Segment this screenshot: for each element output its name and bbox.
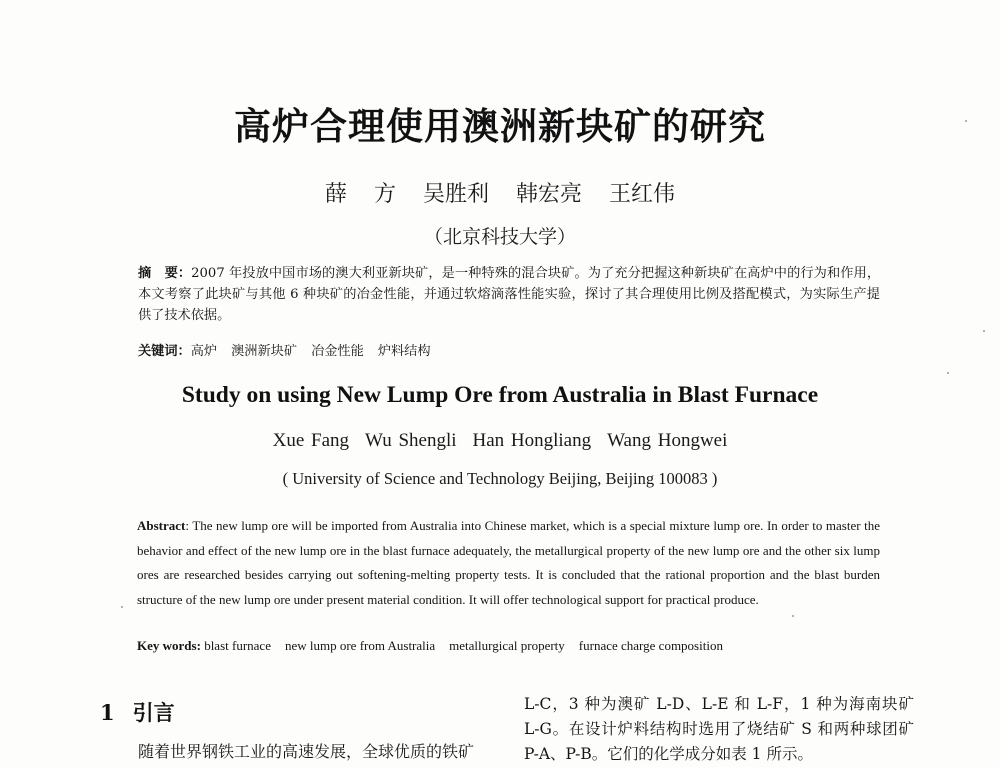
author-list-zh xyxy=(0,177,1000,208)
author-zh: 王红伟 xyxy=(609,182,676,207)
author-zh: 薛 方 xyxy=(324,182,396,207)
scan-speck xyxy=(965,120,967,122)
body-column-right: L-C，3 种为澳矿 L-D、L-E 和 L-F，1 种为海南块矿 L-G。在设计炉料结构时选用了烧结矿 S 和两种球团矿 P-A、P-B。它们的化学成分如表 1 所示。 xyxy=(524,695,914,763)
scan-speck xyxy=(792,615,794,617)
keyword-en: furnace charge composition xyxy=(578,638,723,653)
body-column-left: 随着世界钢铁工业的高速发展，全球优质的铁矿 xyxy=(138,742,475,761)
scan-speck xyxy=(121,606,123,608)
keywords-en xyxy=(137,638,880,654)
keyword-zh: 澳洲新块矿 xyxy=(231,344,298,359)
abstract-separator-en: : xyxy=(185,518,193,533)
section-heading xyxy=(100,697,175,727)
affiliation-en: ( University of Science and Technology Beijing, Beijing 100083 ) xyxy=(282,469,718,488)
paper-title-zh: 高炉合理使用澳洲新块矿的研究 xyxy=(234,104,766,148)
keyword-zh: 高炉 xyxy=(190,344,218,359)
abstract-en xyxy=(137,514,880,612)
scan-speck xyxy=(947,372,949,374)
abstract-text-en: The new lump ore will be imported from Australia into Chinese market, which is a special mixture lump ore. In order to master the behavior and effect of the new lump ore in the blast furnace adequately, the metallurgical property of the new lump ore and the other six lump ores are researched besides carrying out softening-melting property tests. It is concluded that the rational proportion and the blast burden structure of the new lump ore under present material condition. It will offer technological support for practical produce. xyxy=(137,518,880,607)
author-en: Xue Fang xyxy=(272,430,350,451)
section-title: 引言 xyxy=(132,700,175,725)
author-en: Han Hongliang xyxy=(472,430,592,451)
keyword-en: blast furnace xyxy=(204,638,271,653)
section-number: 1 xyxy=(100,700,115,725)
author-en: Wang Hongwei xyxy=(607,430,728,451)
abstract-label-en: Abstract xyxy=(137,518,186,533)
author-list-en xyxy=(0,430,1000,452)
keywords-separator-en: : xyxy=(196,638,205,653)
keywords-zh xyxy=(138,340,880,359)
keyword-zh: 炉料结构 xyxy=(377,344,431,359)
scan-speck xyxy=(983,330,985,332)
keyword-en: metallurgical property xyxy=(449,638,565,653)
keyword-en: new lump ore from Australia xyxy=(284,638,436,653)
paper-title-en: Study on using New Lump Ore from Australia in Blast Furnace xyxy=(181,382,819,408)
abstract-text-zh: 2007 年投放中国市场的澳大利亚新块矿，是一种特殊的混合块矿。为了充分把握这种新块矿在高炉中的行为和作用，本文考察了此块矿与其他 6 种块矿的冶金性能，并通过软熔滴落性能实验，探讨了其合理使用比例及搭配模式，为实际生产提供了技术依据。 xyxy=(138,266,881,323)
author-en: Wu Shengli xyxy=(365,430,457,451)
keyword-zh: 冶金性能 xyxy=(311,344,364,359)
keywords-label-en: Key words xyxy=(137,638,197,653)
affiliation-zh: （北京科技大学） xyxy=(423,226,576,248)
author-zh: 吴胜利 xyxy=(422,182,489,207)
abstract-label-zh: 摘 要： xyxy=(138,266,192,281)
abstract-zh xyxy=(138,263,880,326)
author-zh: 韩宏亮 xyxy=(515,182,582,207)
keywords-label-zh: 关键词： xyxy=(138,344,191,359)
